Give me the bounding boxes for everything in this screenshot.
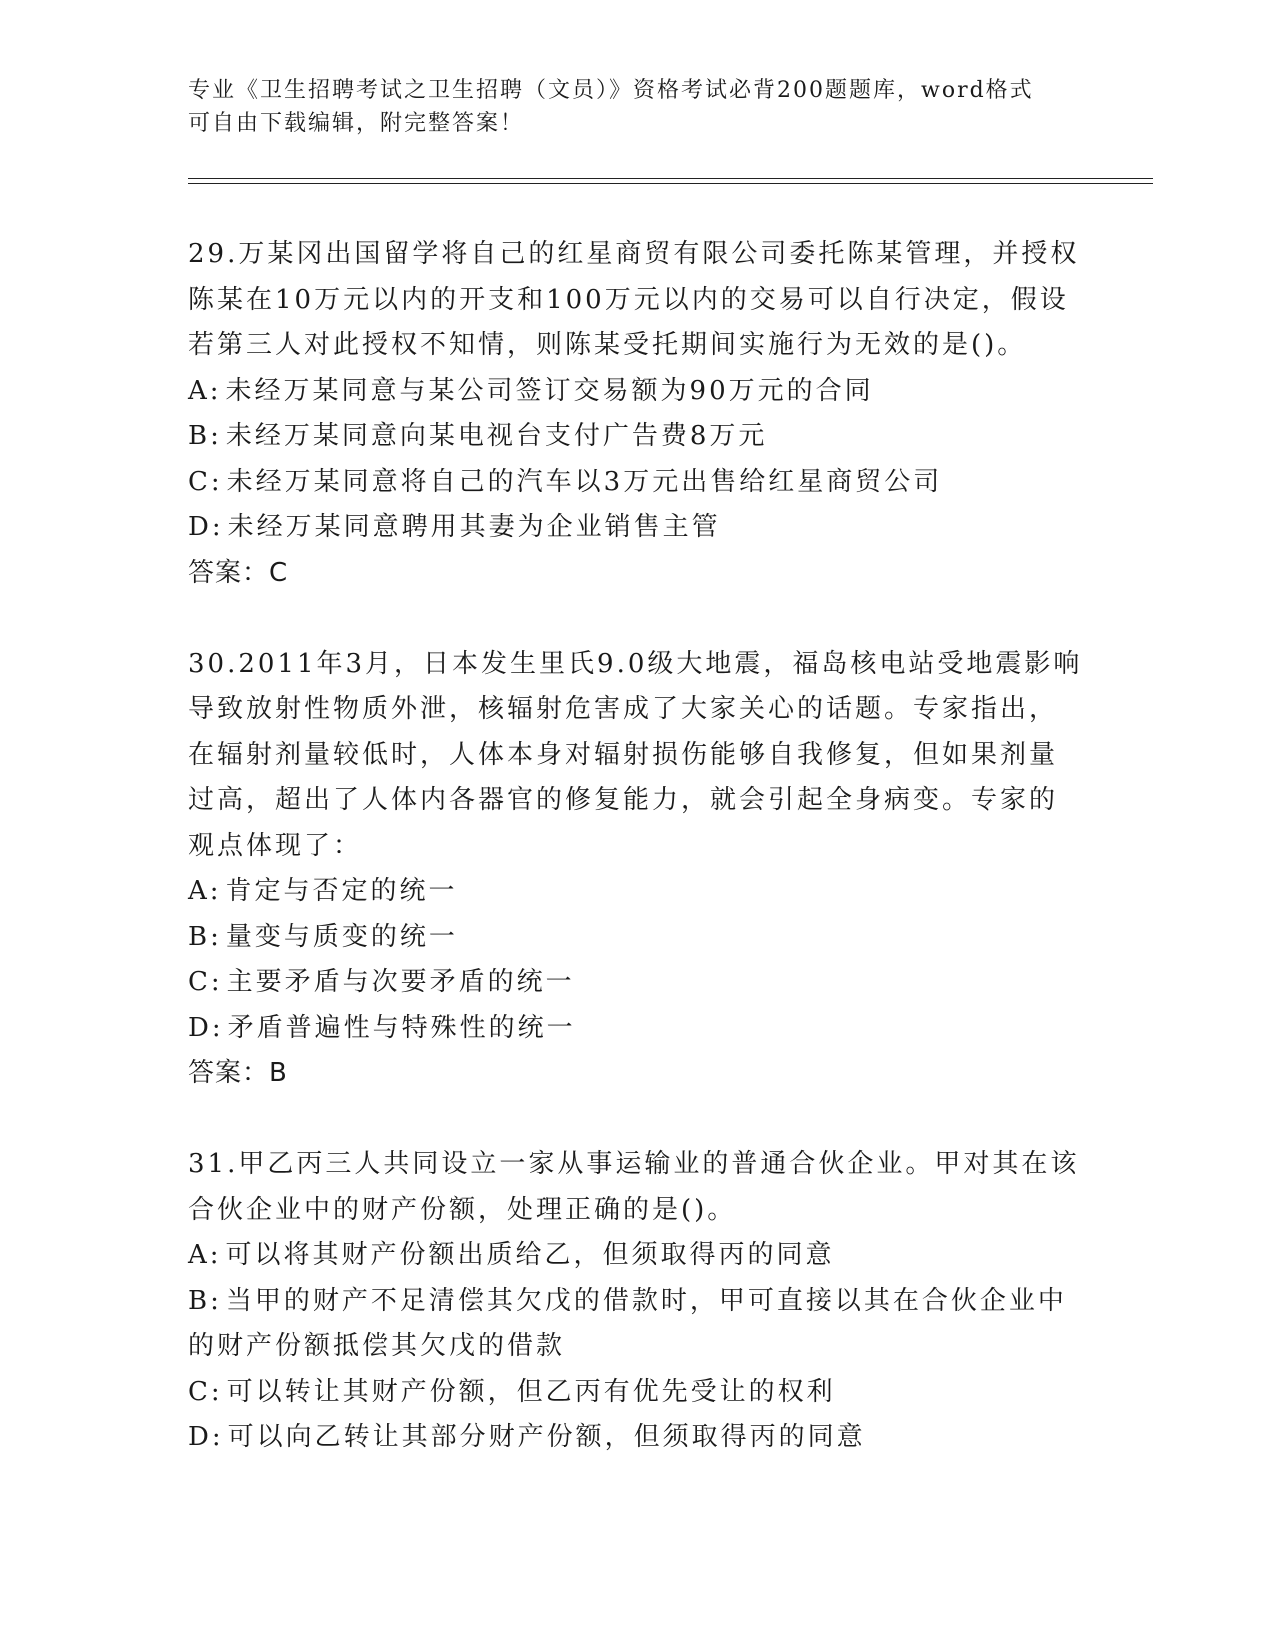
option-d <box>188 505 1128 551</box>
question-text-line: 31.甲乙丙三人共同设立一家从事运输业的普通合伙企业。甲对其在该 <box>188 1149 1080 1179</box>
option-text: 未经万某同意聘用其妻为企业销售主管 <box>227 512 721 542</box>
option-letter: A: <box>188 876 222 906</box>
document-header <box>188 74 1088 140</box>
option-text: 可以转让其财产份额，但乙丙有优先受让的权利 <box>226 1376 836 1407</box>
option-text: 可以将其财产份额出质给乙，但须取得丙的同意 <box>225 1240 835 1270</box>
spacer <box>188 1097 1128 1143</box>
option-c <box>188 1370 1128 1416</box>
option-letter: C: <box>188 1376 223 1407</box>
question-text-line: 在辐射剂量较低时，人体本身对辐射损伤能够自我修复，但如果剂量 <box>188 739 1059 770</box>
option-letter: B: <box>188 421 222 451</box>
option-text: 未经万某同意将自己的汽车以3万元出售给红星商贸公司 <box>226 466 943 497</box>
question-30 <box>188 642 1128 1097</box>
option-letter: D: <box>188 1422 224 1452</box>
question-text-line: 观点体现了： <box>188 830 363 861</box>
option-letter: B: <box>188 921 222 952</box>
option-text: 量变与质变的统一 <box>225 921 458 952</box>
spacer <box>188 596 1128 642</box>
question-31 <box>188 1142 1128 1461</box>
option-b <box>188 414 1128 460</box>
header-divider-bottom <box>188 183 1153 184</box>
option-c <box>188 460 1128 506</box>
question-text-line: 若第三人对此授权不知情，则陈某受托期间实施行为无效的是()。 <box>188 330 1027 360</box>
question-text-line: 陈某在10万元以内的开支和100万元以内的交易可以自行决定，假设 <box>188 284 1069 315</box>
header-line-2: 可自由下载编辑，附完整答案！ <box>188 111 525 136</box>
option-d <box>188 1415 1128 1461</box>
option-letter: B: <box>188 1285 222 1316</box>
answer-label: 答案：C <box>188 557 289 588</box>
option-a <box>188 1233 1128 1279</box>
option-letter: A: <box>188 375 222 406</box>
option-text: 未经万某同意向某电视台支付广告费8万元 <box>225 421 768 451</box>
option-text: 可以向乙转让其部分财产份额，但须取得丙的同意 <box>227 1422 866 1452</box>
question-text-line: 合伙企业中的财产份额，处理正确的是()。 <box>188 1194 737 1225</box>
option-b-continuation: 的财产份额抵偿其欠戊的借款 <box>188 1331 566 1361</box>
header-line-1: 专业《卫生招聘考试之卫生招聘（文员）》资格考试必背200题题库，word格式 <box>188 78 1034 103</box>
option-letter: D: <box>188 1012 224 1043</box>
question-text-line: 过高，超出了人体内各器官的修复能力，就会引起全身病变。专家的 <box>188 785 1059 815</box>
question-text-line: 30.2011年3月，日本发生里氏9.0级大地震，福岛核电站受地震影响 <box>188 648 1083 679</box>
option-b <box>188 1279 1128 1325</box>
header-divider-top <box>188 178 1153 179</box>
question-text-line: 29.万某冈出国留学将自己的红星商贸有限公司委托陈某管理，并授权 <box>188 239 1080 269</box>
option-a <box>188 869 1128 915</box>
option-letter: C: <box>188 466 223 497</box>
option-letter: D: <box>188 512 224 542</box>
option-text: 未经万某同意与某公司签订交易额为90万元的合同 <box>225 375 874 406</box>
question-list <box>188 232 1128 1461</box>
option-text: 矛盾普遍性与特殊性的统一 <box>227 1012 576 1043</box>
answer-label: 答案：B <box>188 1058 288 1088</box>
option-d <box>188 1006 1128 1052</box>
option-a <box>188 369 1128 415</box>
option-letter: C: <box>188 967 223 997</box>
question-29 <box>188 232 1128 596</box>
option-letter: A: <box>188 1240 222 1270</box>
option-b <box>188 915 1128 961</box>
option-text: 肯定与否定的统一 <box>225 876 458 906</box>
option-c <box>188 960 1128 1006</box>
option-text: 主要矛盾与次要矛盾的统一 <box>226 967 575 997</box>
option-text: 当甲的财产不足清偿其欠戊的借款时，甲可直接以其在合伙企业中 <box>225 1285 1067 1316</box>
question-text-line: 导致放射性物质外泄，核辐射危害成了大家关心的话题。专家指出， <box>188 694 1059 724</box>
